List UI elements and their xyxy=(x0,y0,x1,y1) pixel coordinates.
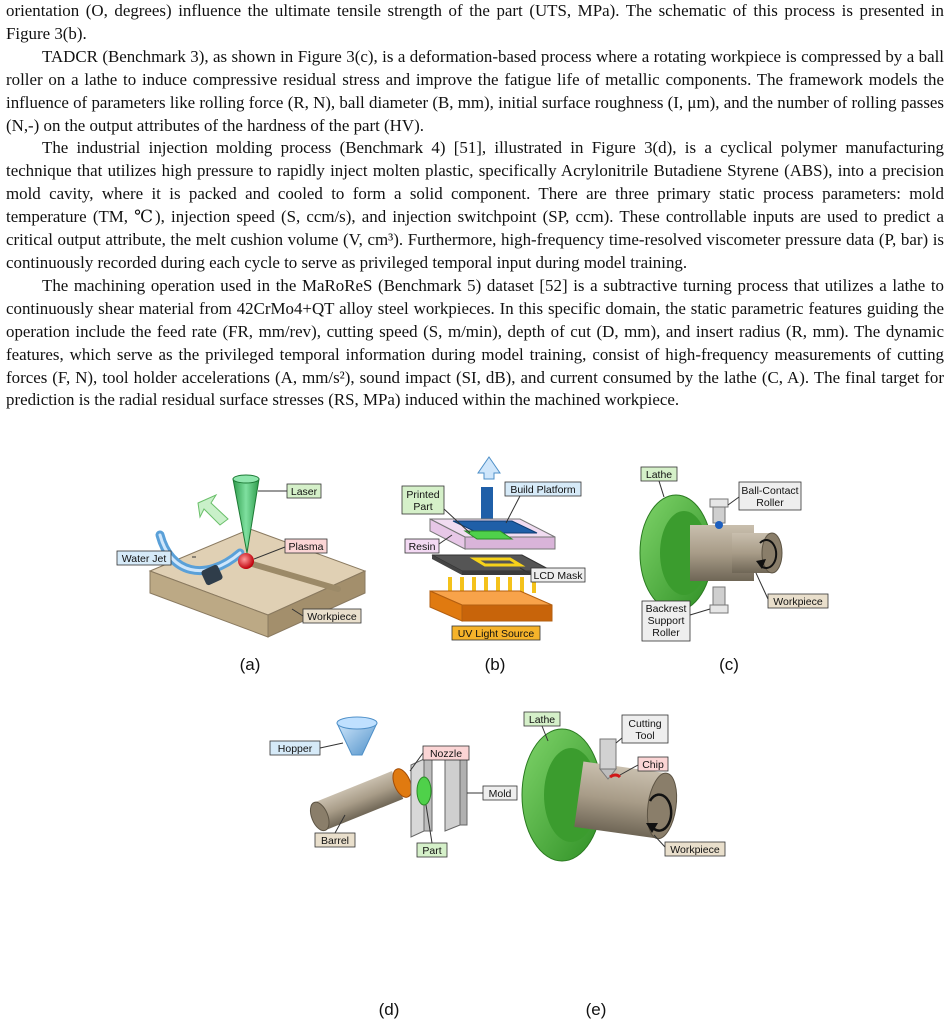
molded-part xyxy=(417,777,431,805)
label-water-jet-text: Water Jet xyxy=(121,553,167,565)
label-nozzle-text: Nozzle xyxy=(429,748,463,760)
label-backrest-line2: Support xyxy=(647,615,685,627)
label-backrest-line3: Roller xyxy=(652,627,680,639)
caption-d: (d) xyxy=(378,1000,400,1019)
roller-ball xyxy=(715,521,723,529)
panel-e xyxy=(522,712,725,1019)
label-laser-text: Laser xyxy=(290,486,318,498)
build-rod xyxy=(481,487,493,521)
label-lathe-c-text: Lathe xyxy=(645,469,673,481)
caption-b: (b) xyxy=(484,655,506,674)
plasma-ball xyxy=(238,553,254,569)
barrel xyxy=(307,766,416,833)
label-chip-text: Chip xyxy=(642,759,664,771)
direction-arrow-icon xyxy=(198,495,228,525)
figure-3 xyxy=(0,453,952,1024)
label-backrest-line1: Backrest xyxy=(645,603,687,615)
label-part-text: Part xyxy=(422,845,442,857)
cutting-tool-body xyxy=(600,739,616,769)
label-hopper-text: Hopper xyxy=(277,743,313,755)
paragraph-1: orientation (O, degrees) influence the ultimate tensile strength of the part (UTS, MPa). The schematic of this process is presented in Figure 3(b). xyxy=(6,1,944,43)
label-ball-roller-line2: Roller xyxy=(756,497,784,509)
label-resin-text: Resin xyxy=(408,541,436,553)
panel-d xyxy=(270,717,517,1019)
caption-c: (c) xyxy=(719,655,739,674)
label-workpiece-c-text: Workpiece xyxy=(773,596,823,608)
label-lathe-e-text: Lathe xyxy=(528,714,556,726)
figure-3-svg xyxy=(0,453,952,1024)
label-cutting-tool-line2: Tool xyxy=(635,730,655,742)
label-ball-roller-line1: Ball-Contact xyxy=(741,485,799,497)
paragraph-2: TADCR (Benchmark 3), as shown in Figure 3(c), is a deformation-based process where a rotating workpiece is compressed by a ball roller on a lathe to induce compressive residual stress and improve the fatigue life of metallic components. The framework models the influence of parameters like rolling force (R, N), ball diameter (B, mm), initial surface roughness (I, μm), and the number of rolling passes (N,-) on the output attributes of the hardness of the part (HV). xyxy=(6,46,944,135)
label-uv-source-text: UV Light Source xyxy=(457,628,535,640)
caption-e: (e) xyxy=(585,1000,607,1019)
mold-plate-2 xyxy=(445,753,460,831)
panel-a xyxy=(117,475,365,674)
caption-a: (a) xyxy=(239,655,261,674)
paragraph-3: The industrial injection molding process (Benchmark 4) [51], illustrated in Figure 3(d), is a cyclical polymer manufacturing technique that utilizes high pressure to rapidly inject molten plastic, specifically Acrylonitrile Butadiene Styrene (ABS), into a precision mold cavity, where it is packed and cooled to form a solid component. There are three primary static process parameters: mold temperature (TM, ℃), injection speed (S, ccm/s), and injection switchpoint (SP, ccm). These controllable inputs are used to predict a critical output attribute, the melt cushion volume (V, cm³). Furthermore, high-frequency time-resolved viscometer pressure data (P, bar) is continuously recorded during each cycle to serve as privileged temporal input during model training. xyxy=(6,138,944,272)
body-text xyxy=(6,0,944,412)
panel-c xyxy=(640,467,828,674)
panel-b xyxy=(402,457,585,674)
label-lcd-mask-text: LCD Mask xyxy=(533,570,583,582)
up-arrow-icon xyxy=(478,457,500,479)
label-barrel-text: Barrel xyxy=(320,835,350,847)
label-build-platform-text: Build Platform xyxy=(510,484,576,496)
label-workpiece-e-text: Workpiece xyxy=(670,844,720,856)
label-printed-part-line1: Printed xyxy=(406,489,440,501)
label-plasma-text: Plasma xyxy=(288,541,324,553)
paragraph-4: The machining operation used in the MaRoReS (Benchmark 5) dataset [52] is a subtractive turning process that utilizes a lathe to continuously shear material from 42CrMo4+QT alloy steel workpieces. In this specific domain, the static parametric features guiding the operation include the feed rate (FR, mm/rev), cutting speed (S, m/min), depth of cut (D, mm), and insert radius (R, mm). The dynamic features, which serve as the privileged temporal information during model training, consist of high-frequency measurements of cutting forces (F, N), tool holder accelerations (A, mm/s²), sound impact (SI, dB), and current consumed by the lathe (C, A). The final target for prediction is the radial residual surface stresses (RS, MPa) induced within the machined workpiece. xyxy=(6,275,944,410)
label-printed-part-line2: Part xyxy=(413,501,433,513)
label-mold-text: Mold xyxy=(488,788,512,800)
label-workpiece-a-text: Workpiece xyxy=(307,611,357,623)
label-cutting-tool-line1: Cutting xyxy=(628,718,662,730)
